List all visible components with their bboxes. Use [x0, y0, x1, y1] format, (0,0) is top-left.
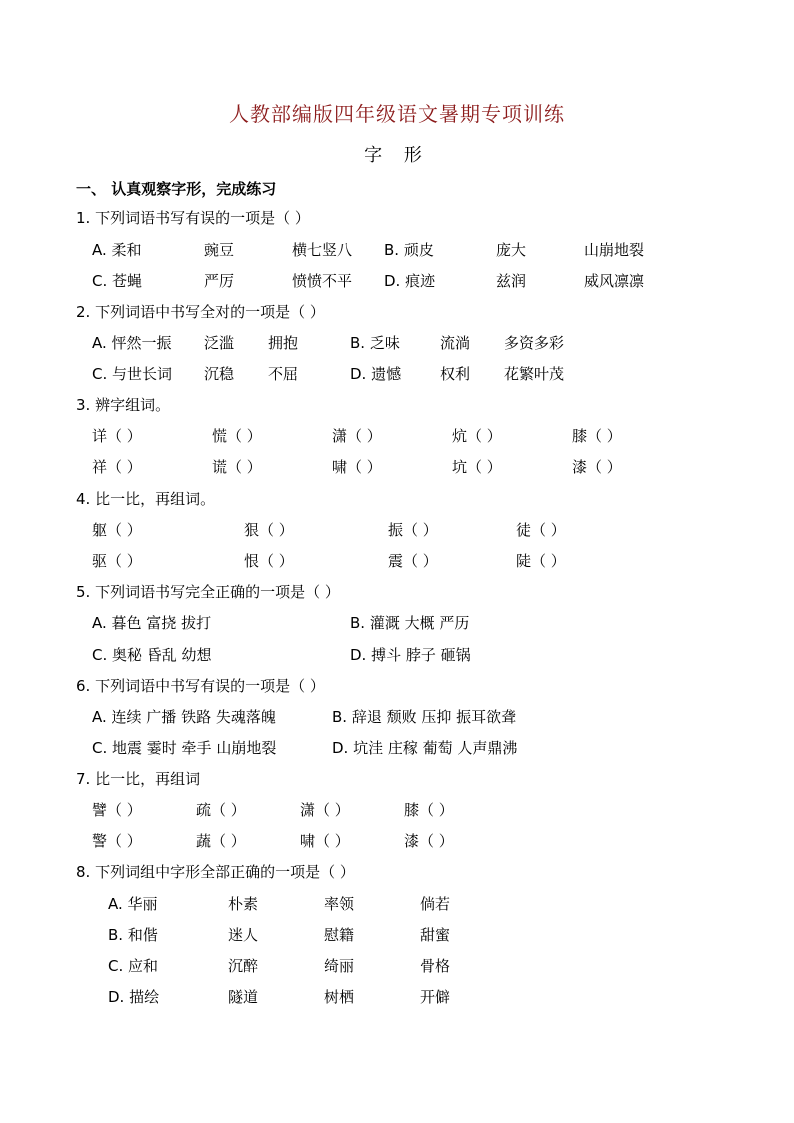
- q6-option: B. 辞退 颓败 压抑 振耳欲聋: [332, 708, 517, 726]
- q3-blank: 详（ ）: [92, 427, 142, 445]
- q8-option: B. 和偕: [108, 926, 158, 944]
- q1-option: C. 苍蝇: [92, 272, 143, 290]
- q8-option: 迷人: [228, 926, 259, 944]
- q2-option: 泛滥: [204, 334, 235, 352]
- q3-blank: 啸（ ）: [332, 458, 382, 476]
- question-1: 1. 下列词语书写有误的一项是（ ）: [76, 209, 310, 227]
- question-3: 3. 辨字组词。: [76, 396, 171, 414]
- q2-option: 不屈: [268, 365, 299, 383]
- q1-option: A. 柔和: [92, 241, 142, 259]
- question-7: 7. 比一比，再组词: [76, 770, 201, 788]
- q7-blank: 潇（ ）: [300, 801, 350, 819]
- q1-option: 威风凛凛: [584, 272, 645, 290]
- q8-option: 甜蜜: [420, 926, 451, 944]
- q8-option: C. 应和: [108, 957, 159, 975]
- q7-blank: 蔬（ ）: [196, 832, 246, 850]
- q3-blank: 谎（ ）: [212, 458, 262, 476]
- q5-option: C. 奥秘 昏乱 幼想: [92, 646, 212, 664]
- q1-option: 横七竖八: [292, 241, 353, 259]
- q8-option: 隧道: [228, 988, 259, 1006]
- q1-option: B. 顽皮: [384, 241, 434, 259]
- q1-option: 严厉: [204, 272, 235, 290]
- q2-option: A. 怦然一振: [92, 334, 172, 352]
- q7-blank: 膝（ ）: [404, 801, 454, 819]
- q3-blank: 膝（ ）: [572, 427, 622, 445]
- section-heading: 一、 认真观察字形，完成练习: [76, 180, 277, 198]
- q7-blank: 漆（ ）: [404, 832, 454, 850]
- q4-blank: 驱（ ）: [92, 552, 142, 570]
- q3-blank: 炕（ ）: [452, 427, 502, 445]
- page-title: 人教部编版四年级语文暑期专项训练: [229, 102, 565, 126]
- q2-option: D. 遗憾: [350, 365, 402, 383]
- q1-option: 山崩地裂: [584, 241, 645, 259]
- q3-blank: 慌（ ）: [212, 427, 262, 445]
- q8-option: 开僻: [420, 988, 451, 1006]
- q1-option: 兹润: [496, 272, 527, 290]
- q3-blank: 潇（ ）: [332, 427, 382, 445]
- question-2: 2. 下列词语中书写全对的一项是（ ）: [76, 303, 325, 321]
- q6-option: A. 连续 广播 铁路 失魂落魄: [92, 708, 276, 726]
- q2-option: B. 乏味: [350, 334, 400, 352]
- q4-blank: 恨（ ）: [244, 552, 294, 570]
- q5-option: D. 搏斗 脖子 砸锅: [350, 646, 471, 664]
- q8-option: 树栖: [324, 988, 355, 1006]
- q4-blank: 徒（ ）: [516, 521, 566, 539]
- q3-blank: 坑（ ）: [452, 458, 502, 476]
- q1-option: D. 痕迹: [384, 272, 436, 290]
- q8-option: 倘若: [420, 895, 451, 913]
- q5-option: B. 灌溉 大概 严历: [350, 614, 470, 632]
- q3-blank: 漆（ ）: [572, 458, 622, 476]
- q1-option: 豌豆: [204, 241, 235, 259]
- q2-option: 花繁叶茂: [504, 365, 565, 383]
- q2-option: 权利: [440, 365, 471, 383]
- q8-option: 朴素: [228, 895, 259, 913]
- q8-option: 绮丽: [324, 957, 355, 975]
- q8-option: 骨格: [420, 957, 451, 975]
- q4-blank: 振（ ）: [388, 521, 438, 539]
- q8-option: 慰籍: [324, 926, 355, 944]
- q8-option: A. 华丽: [108, 895, 158, 913]
- q8-option: 率领: [324, 895, 355, 913]
- q4-blank: 狠（ ）: [244, 521, 294, 539]
- q2-option: 流淌: [440, 334, 471, 352]
- q3-blank: 祥（ ）: [92, 458, 142, 476]
- q5-option: A. 暮色 富挠 拔打: [92, 614, 212, 632]
- q7-blank: 疏（ ）: [196, 801, 246, 819]
- q7-blank: 譬（ ）: [92, 801, 142, 819]
- q8-option: 沉醉: [228, 957, 259, 975]
- q7-blank: 警（ ）: [92, 832, 142, 850]
- q2-option: 拥抱: [268, 334, 299, 352]
- question-4: 4. 比一比，再组词。: [76, 490, 216, 508]
- q7-blank: 啸（ ）: [300, 832, 350, 850]
- q4-blank: 躯（ ）: [92, 521, 142, 539]
- question-5: 5. 下列词语书写完全正确的一项是（ ）: [76, 583, 340, 601]
- q8-option: D. 描绘: [108, 988, 160, 1006]
- q2-option: 多资多彩: [504, 334, 565, 352]
- q4-blank: 震（ ）: [388, 552, 438, 570]
- q1-option: 愤愤不平: [292, 272, 353, 290]
- q2-option: 沉稳: [204, 365, 235, 383]
- q2-option: C. 与世长词: [92, 365, 173, 383]
- page-subtitle: 字 形: [364, 145, 430, 166]
- question-6: 6. 下列词语中书写有误的一项是（ ）: [76, 677, 325, 695]
- q6-option: D. 坑洼 庄稼 葡萄 人声鼎沸: [332, 739, 518, 757]
- q1-option: 庞大: [496, 241, 527, 259]
- q4-blank: 陡（ ）: [516, 552, 566, 570]
- q6-option: C. 地震 霎时 牵手 山崩地裂: [92, 739, 277, 757]
- question-8: 8. 下列词组中字形全部正确的一项是（ ）: [76, 863, 355, 881]
